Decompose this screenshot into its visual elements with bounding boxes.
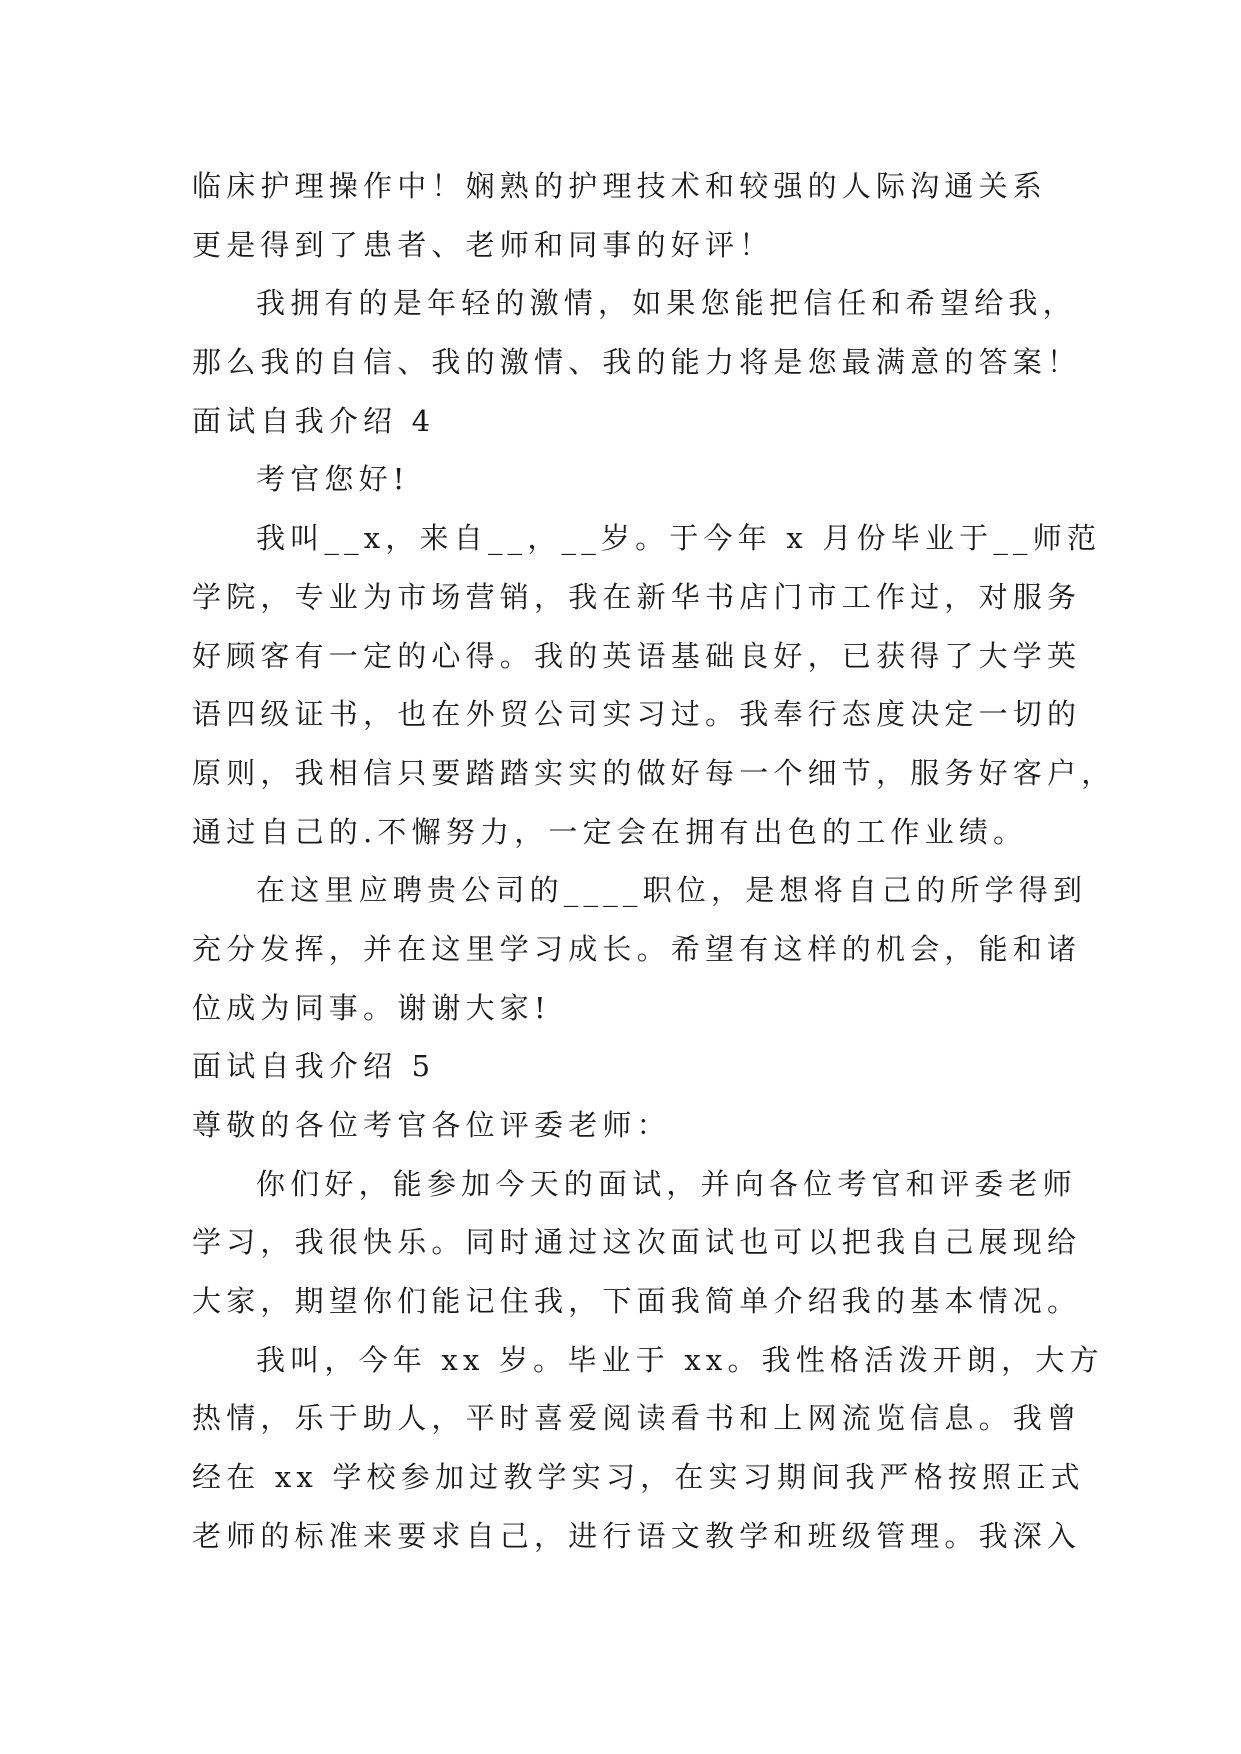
- text-line: 我叫，今年 xx 岁。毕业于 xx。我性格活泼开朗，大方: [256, 1342, 1104, 1377]
- text-line: 那么我的自信、我的激情、我的能力将是您最满意的答案！: [192, 345, 1082, 380]
- text-line: 充分发挥，并在这里学习成长。希望有这样的机会，能和诸: [192, 931, 1082, 966]
- text-line: 学习，我很快乐。同时通过这次面试也可以把我自己展现给: [192, 1225, 1082, 1260]
- text-line: 我叫__x，来自__，__岁。于今年 x 月份毕业于__师范: [256, 521, 1102, 556]
- text-line: 学院，专业为市场营销，我在新华书店门市工作过，对服务: [192, 579, 1082, 614]
- text-line: 通过自己的.不懈努力，一定会在拥有出色的工作业绩。: [192, 814, 1028, 849]
- text-line: 老师的标准来要求自己，进行语文教学和班级管理。我深入: [192, 1518, 1082, 1553]
- text-line: 经在 xx 学校参加过教学实习，在实习期间我严格按照正式: [192, 1460, 1085, 1495]
- text-line: 语四级证书，也在外贸公司实习过。我奉行态度决定一切的: [192, 697, 1082, 732]
- text-line: 热情，乐于助人，平时喜爱阅读看书和上网流览信息。我曾: [192, 1401, 1082, 1436]
- text-line: 你们好，能参加今天的面试，并向各位考官和评委老师: [256, 1166, 1077, 1201]
- text-line: 更是得到了患者、老师和同事的好评！: [192, 227, 774, 262]
- text-line: 临床护理操作中！娴熟的护理技术和较强的人际沟通关系: [192, 169, 1048, 203]
- text-line: 位成为同事。谢谢大家!: [192, 990, 551, 1025]
- section-heading: 面试自我介绍 4: [192, 403, 436, 438]
- text-line: 尊敬的各位考官各位评委老师：: [192, 1108, 671, 1142]
- text-line: 考官您好!: [256, 462, 410, 497]
- section-heading: 面试自我介绍 5: [192, 1049, 436, 1084]
- text-line: 在这里应聘贵公司的____职位，是想将自己的所学得到: [256, 873, 1088, 908]
- text-line: 我拥有的是年轻的激情，如果您能把信任和希望给我，: [256, 286, 1077, 321]
- text-line: 大家，期望你们能记住我，下面我简单介绍我的基本情况。: [192, 1284, 1082, 1319]
- text-line: 好顾客有一定的心得。我的英语基础良好，已获得了大学英: [192, 638, 1082, 673]
- document-body: [192, 157, 1116, 1566]
- text-line: 原则，我相信只要踏踏实实的做好每一个细节，服务好客户，: [192, 755, 1116, 790]
